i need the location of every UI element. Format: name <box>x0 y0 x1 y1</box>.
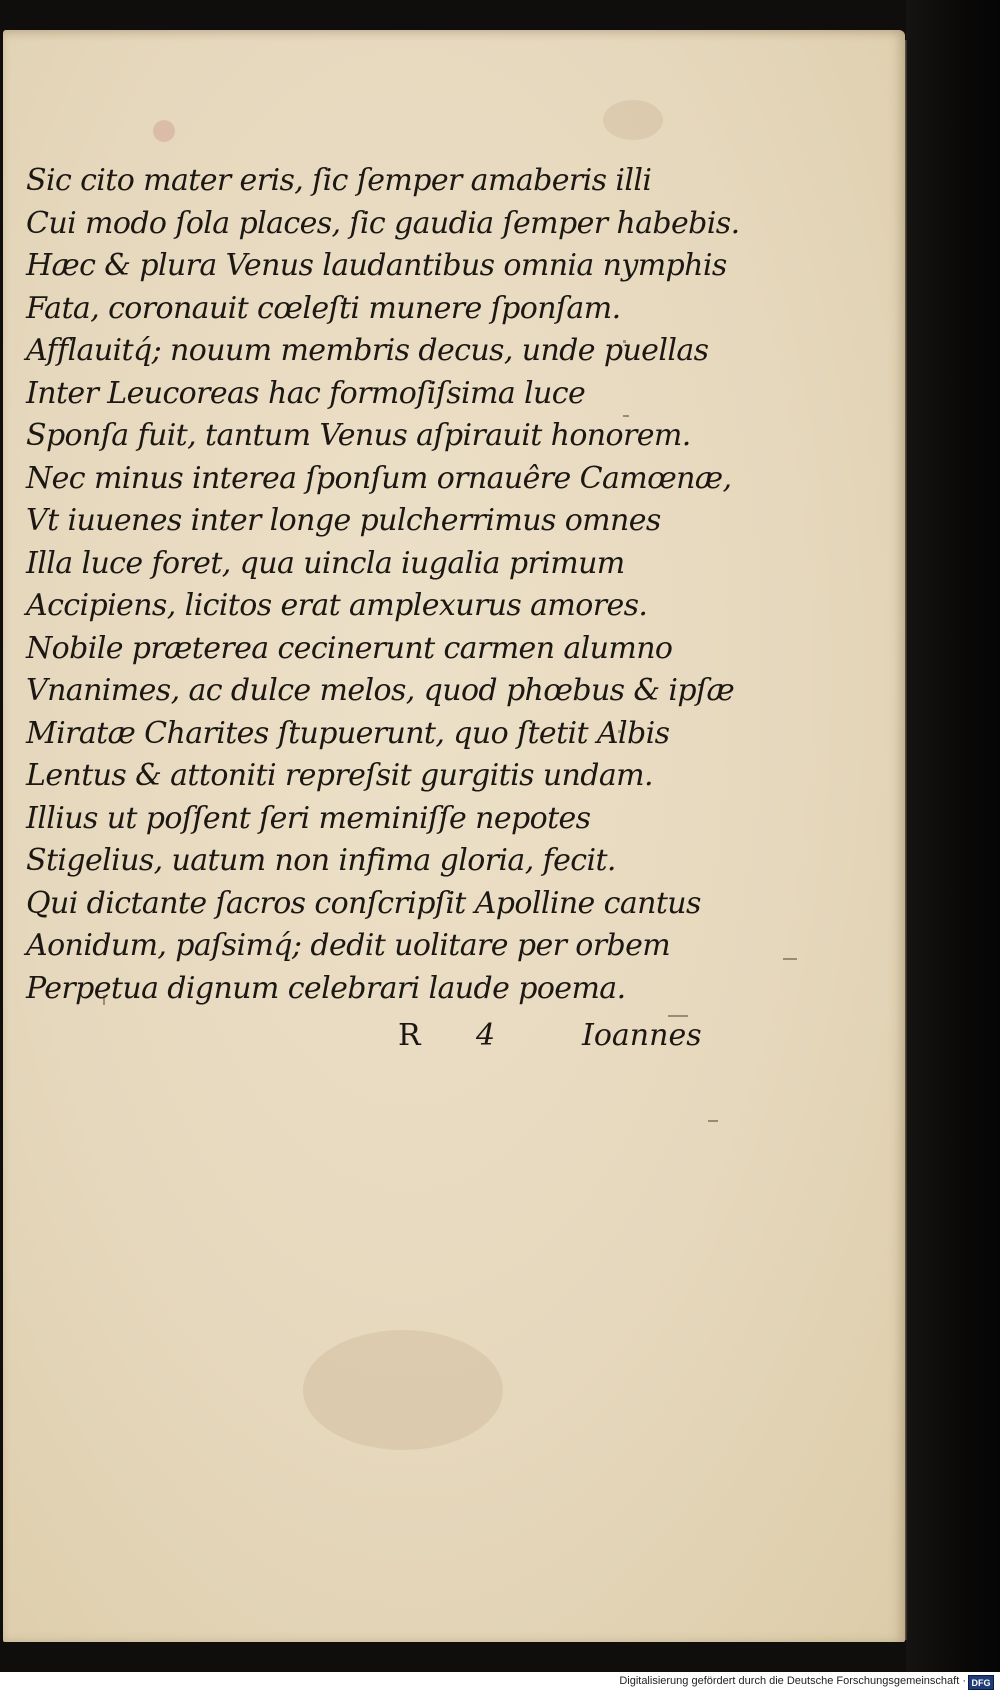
verse-line: Sponſa fuit, tantum Venus aſpirauit honorem. <box>26 418 691 453</box>
verse-line: Stigelius, uatum non infima gloria, fecit. <box>26 843 616 878</box>
verse-line: Accipiens, licitos erat amplexurus amores. <box>26 588 648 623</box>
stain <box>303 1330 503 1450</box>
verse-line: Vnanimes, ac dulce melos, quod phœbus & ipſæ <box>26 673 735 708</box>
verse-line: Lentus & attoniti repreſsit gurgitis undam. <box>26 758 653 793</box>
verse-line: Fata, coronauit cœleſti munere ſponſam. <box>26 290 621 326</box>
verse-line: Cui modo ſola places, ſic gaudia ſemper habebis. <box>26 205 740 241</box>
verse-line: Aonidum, paſsimq́; dedit uolitare per orbem <box>26 928 671 963</box>
signature-mark: R <box>398 1018 423 1053</box>
funding-credit: Digitalisierung gefördert durch die Deutsche Forschungsgemeinschaft · <box>619 1675 966 1687</box>
binding-shadow <box>906 0 1000 1672</box>
verse-line: Inter Leucoreas hac formoſiſsima luce <box>26 375 586 411</box>
verse-line: Vt iuuenes inter longe pulcherrimus omnes <box>26 503 661 538</box>
dfg-logo-icon <box>968 1675 994 1690</box>
stain <box>153 120 175 142</box>
verse-line: Hæc & plura Venus laudantibus omnia nymphis <box>26 248 727 283</box>
verse-line: Sic cito mater eris, ſic ſemper amaberis illi <box>26 163 652 198</box>
signature-line <box>0 1012 1000 1056</box>
dfg-logo-text: DFG <box>971 1678 991 1688</box>
verse-line: Nec minus interea ſponſum ornauêre Camœnæ, <box>26 460 732 496</box>
speck <box>783 958 797 960</box>
speck <box>708 1120 718 1122</box>
verse-line: Nobile præterea cecinerunt carmen alumno <box>26 630 673 666</box>
verse-line: Illa luce foret, qua uincla iugalia primum <box>26 545 625 581</box>
footer-bar <box>0 1672 1000 1694</box>
verse-line: Illius ut poſſent ſeri meminiſſe nepotes <box>26 800 591 836</box>
verse-line: Qui dictante ſacros conſcripſit Apolline cantus <box>26 885 701 921</box>
catchword: Ioannes <box>582 1018 702 1053</box>
verse-text <box>26 160 740 1010</box>
verse-line: Perpetua dignum celebrari laude poema. <box>26 970 626 1006</box>
signature-number: 4 <box>476 1018 496 1053</box>
verse-line: Afflauitq́; nouum membris decus, unde puellas <box>26 333 709 368</box>
verse-line: Miratæ Charites ſtupuerunt, quo ſtetit Albis <box>26 715 670 751</box>
stain <box>603 100 663 140</box>
